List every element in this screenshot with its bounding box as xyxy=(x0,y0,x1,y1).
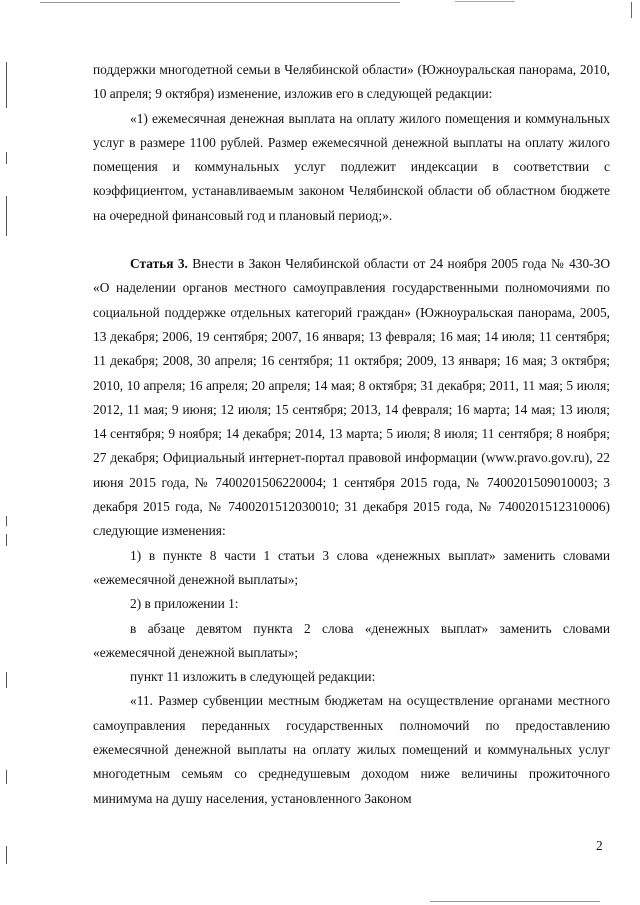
list-item-2-subitem-b: пункт 11 изложить в следующей редакции: xyxy=(130,669,376,685)
scan-margin-mark xyxy=(6,196,7,236)
scan-edge-bottom xyxy=(430,901,600,902)
article-3-label: Статья 3. xyxy=(130,256,188,272)
scan-edge-top-short xyxy=(455,1,515,2)
scan-margin-mark xyxy=(6,152,7,164)
scan-margin-mark xyxy=(6,846,7,864)
scan-margin-mark xyxy=(6,534,7,546)
document-page xyxy=(93,58,610,811)
article-3-paragraph xyxy=(93,252,610,544)
scan-margin-mark xyxy=(6,62,7,108)
list-item-2-subitem-c: «11. Размер субвенции местным бюджетам на осуществление органами местного самоуправления переданных государственных полномочий по предоставлению ежемесячной денежной выплаты на оплату жилых помещений и коммунальных услуг многодетным семьям со среднедушевым доходом ниже величины прожиточного минимума на душу населения, установленного Законом xyxy=(93,693,610,806)
scan-mark-right xyxy=(631,2,632,18)
article-3-text: Внести в Закон Челябинской области от 24 ноября 2005 года № 430-ЗО «О наделении органов местного самоуправления государственными полномочиями по социальной поддержке отдельных категорий граждан» (Южноуральская панорама, 2005, 13 декабря; 2006, 19 сентября; 2007, 16 января; 13 февраля; 16 мая; 14 июля; 11 сентября; 11 декабря; 2008, 30 апреля; 16 сентября; 11 октября; 2009, 13 января; 16 мая; 3 октября; 2010, 10 апреля; 16 апреля; 20 апреля; 14 мая; 8 октября; 31 декабря; 2011, 11 мая; 5 июля; 2012, 11 мая; 9 июня; 12 июля; 15 сентября; 2013, 14 февраля; 16 марта; 14 мая; 13 июля; 14 сентября; 9 ноября; 14 декабря; 2014, 13 марта; 5 июля; 8 июля; 11 сентября; 8 ноября; 27 декабря; Официальный интернет-портал правовой информации (www.pravo.gov.ru), 22 июня 2015 года, № 7400201506220004; 1 сентября 2015 года, № 7400201509010003; 3 декабря 2015 года, № 7400201512030010; 31 декабря 2015 года, № 7400201512310006) следующие изменения: xyxy=(93,256,610,539)
paragraph-gap xyxy=(93,228,610,252)
list-item-1: 1) в пункте 8 части 1 статьи 3 слова «денежных выплат» заменить словами «ежемесячной денежной выплаты»; xyxy=(93,547,610,587)
list-item-2-subitem-a: в абзаце девятом пункта 2 слова «денежных выплат» заменить словами «ежемесячной денежной выплаты»; xyxy=(93,620,610,660)
scan-margin-mark xyxy=(6,672,7,688)
list-item-2: 2) в приложении 1: xyxy=(130,596,239,612)
scan-edge-top xyxy=(40,2,400,3)
scan-margin-mark xyxy=(6,770,7,784)
paragraph-amendment-text: «1) ежемесячная денежная выплата на оплату жилого помещения и коммунальных услуг в размере 1100 рублей. Размер ежемесячной денежной выплаты на оплату жилого помещения и коммунальных услуг подлежит индексации в соответствии с коэффициентом, устанавливаемым законом Челябинской области об областном бюджете на очередной финансовый год и плановый период;». xyxy=(93,110,610,223)
scan-margin-mark xyxy=(6,516,7,526)
page-number: 2 xyxy=(596,838,603,853)
paragraph-continuation: поддержки многодетной семьи в Челябинской области» (Южноуральская панорама, 2010, 10 апреля; 9 октября) изменение, изложив его в следующей редакции: xyxy=(93,62,610,102)
